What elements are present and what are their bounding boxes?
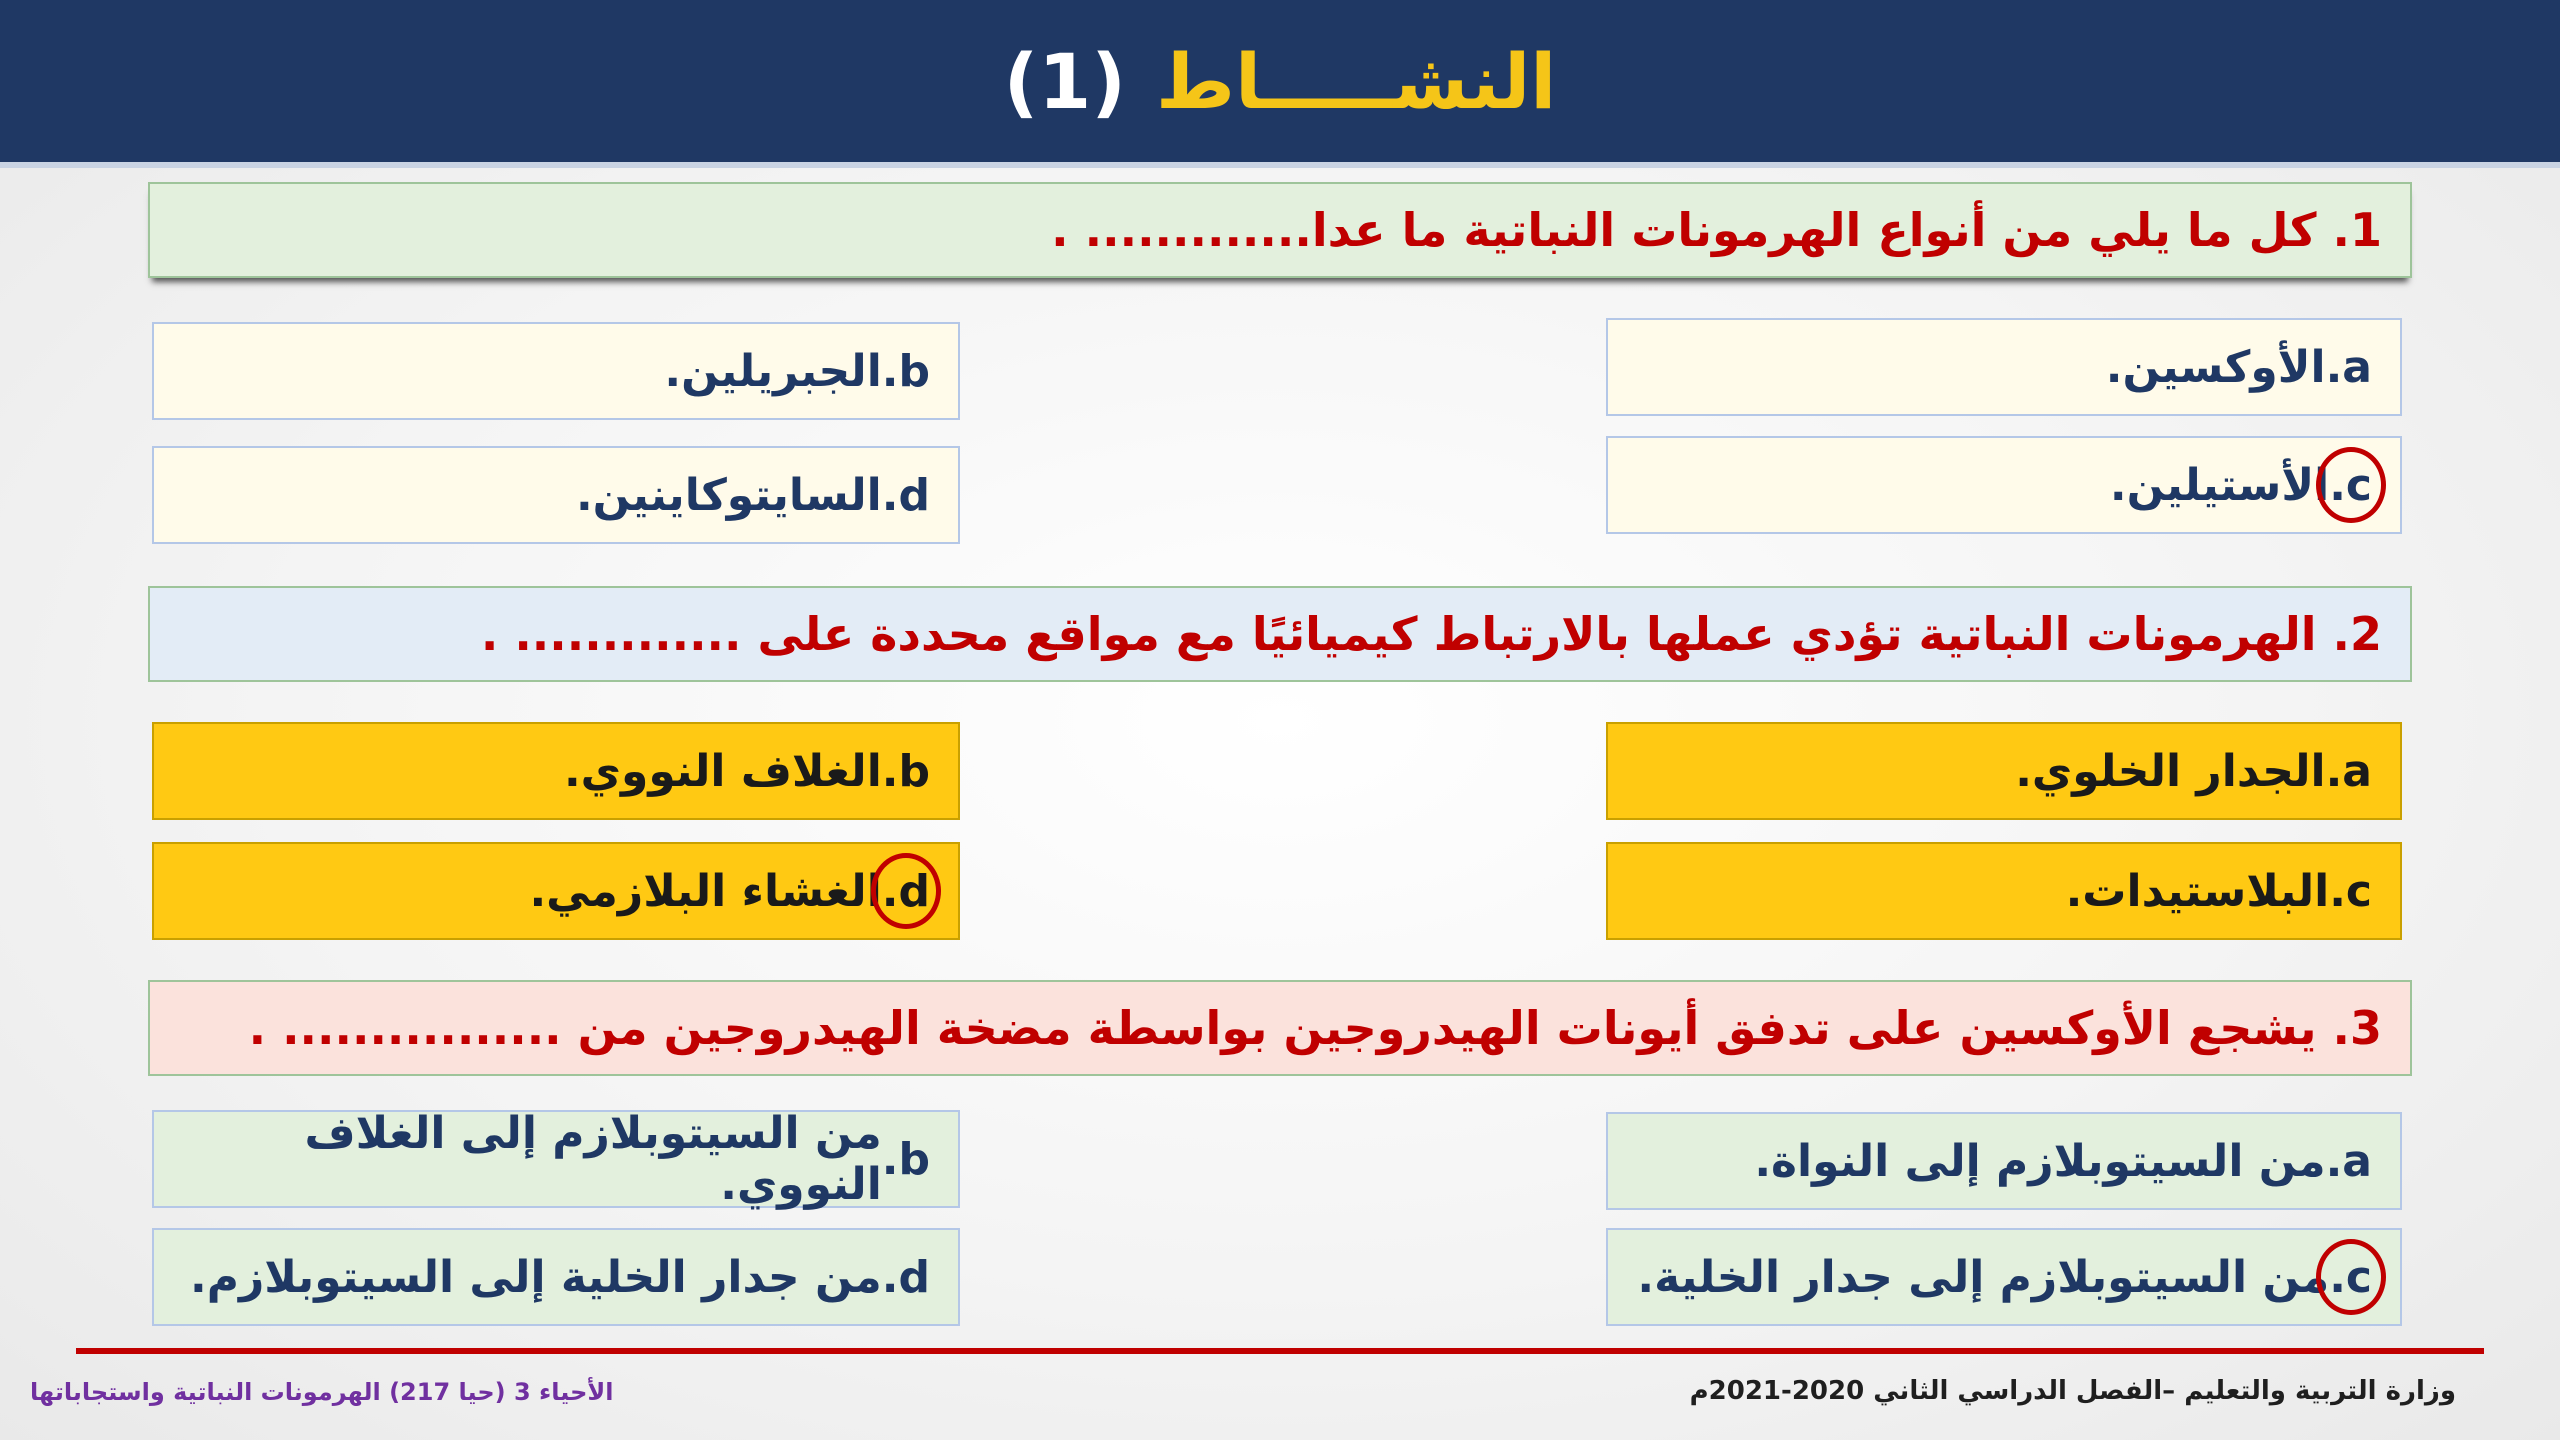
title-number: (1) — [1003, 36, 1127, 126]
footer-ministry: وزارة التربية والتعليم –الفصل الدراسي الثاني 2020-2021م — [1689, 1376, 2456, 1406]
option-text: الجبريلين. — [664, 345, 882, 397]
question-3: 3. يشجع الأوكسين على تدفق أيونات الهيدروجين بواسطة مضخة الهيدروجين من ................ . — [148, 980, 2412, 1076]
correct-answer-circle — [871, 853, 941, 929]
question-2: 2. الهرمونات النباتية تؤدي عملها بالارتباط كيميائيًا مع مواقع محددة على ............. . — [148, 586, 2412, 682]
q2-option-c[interactable] — [1606, 842, 2402, 940]
option-text: الأوكسين. — [2105, 341, 2326, 393]
slide-header — [0, 0, 2560, 168]
q3-option-b[interactable] — [152, 1110, 960, 1208]
option-letter: d. — [881, 1251, 930, 1303]
slide-title — [1004, 37, 1557, 126]
option-text: من السيتوبلازم إلى النواة. — [1754, 1135, 2326, 1187]
q1-option-d[interactable] — [152, 446, 960, 544]
option-text: الغلاف النووي. — [563, 745, 882, 797]
option-text: من جدار الخلية إلى السيتوبلازم. — [189, 1251, 882, 1303]
q1-option-b[interactable] — [152, 322, 960, 420]
option-text: الغشاء البلازمي. — [529, 865, 882, 917]
question-1: 1. كل ما يلي من أنواع الهرمونات النباتية ما عدا............. . — [148, 182, 2412, 278]
option-letter: a. — [2325, 341, 2372, 393]
footer-course: الأحياء 3 (حيا 217) الهرمونات النباتية واستجاباتها — [30, 1378, 614, 1406]
q3-option-a[interactable] — [1606, 1112, 2402, 1210]
option-letter: d. — [881, 469, 930, 521]
correct-answer-circle — [2316, 447, 2386, 523]
option-letter: c. — [2329, 460, 2372, 511]
option-letter: b. — [881, 745, 930, 797]
option-text: من السيتوبلازم إلى جدار الخلية. — [1637, 1251, 2330, 1303]
q2-option-d[interactable] — [152, 842, 960, 940]
q2-option-b[interactable] — [152, 722, 960, 820]
q2-option-a[interactable] — [1606, 722, 2402, 820]
footer-divider — [76, 1348, 2484, 1354]
correct-answer-circle — [2316, 1239, 2386, 1315]
q3-option-c[interactable] — [1606, 1228, 2402, 1326]
q1-option-c[interactable] — [1606, 436, 2402, 534]
title-word: النشـــــاط — [1156, 36, 1557, 126]
option-text: من السيتوبلازم إلى الغلاف النووي. — [304, 1108, 882, 1210]
option-text: الأستيلين. — [2109, 459, 2330, 511]
option-letter: c. — [2329, 1252, 2372, 1303]
option-letter: c. — [2329, 865, 2372, 917]
option-text: الجدار الخلوي. — [2015, 745, 2326, 797]
option-text: البلاستيدات. — [2065, 865, 2330, 917]
option-text: السايتوكاينين. — [575, 469, 882, 521]
option-letter: d. — [882, 866, 930, 917]
q3-option-d[interactable] — [152, 1228, 960, 1326]
q1-option-a[interactable] — [1606, 318, 2402, 416]
option-letter: b. — [881, 1133, 930, 1185]
option-letter: a. — [2325, 1135, 2372, 1187]
option-letter: b. — [881, 345, 930, 397]
option-letter: a. — [2325, 745, 2372, 797]
